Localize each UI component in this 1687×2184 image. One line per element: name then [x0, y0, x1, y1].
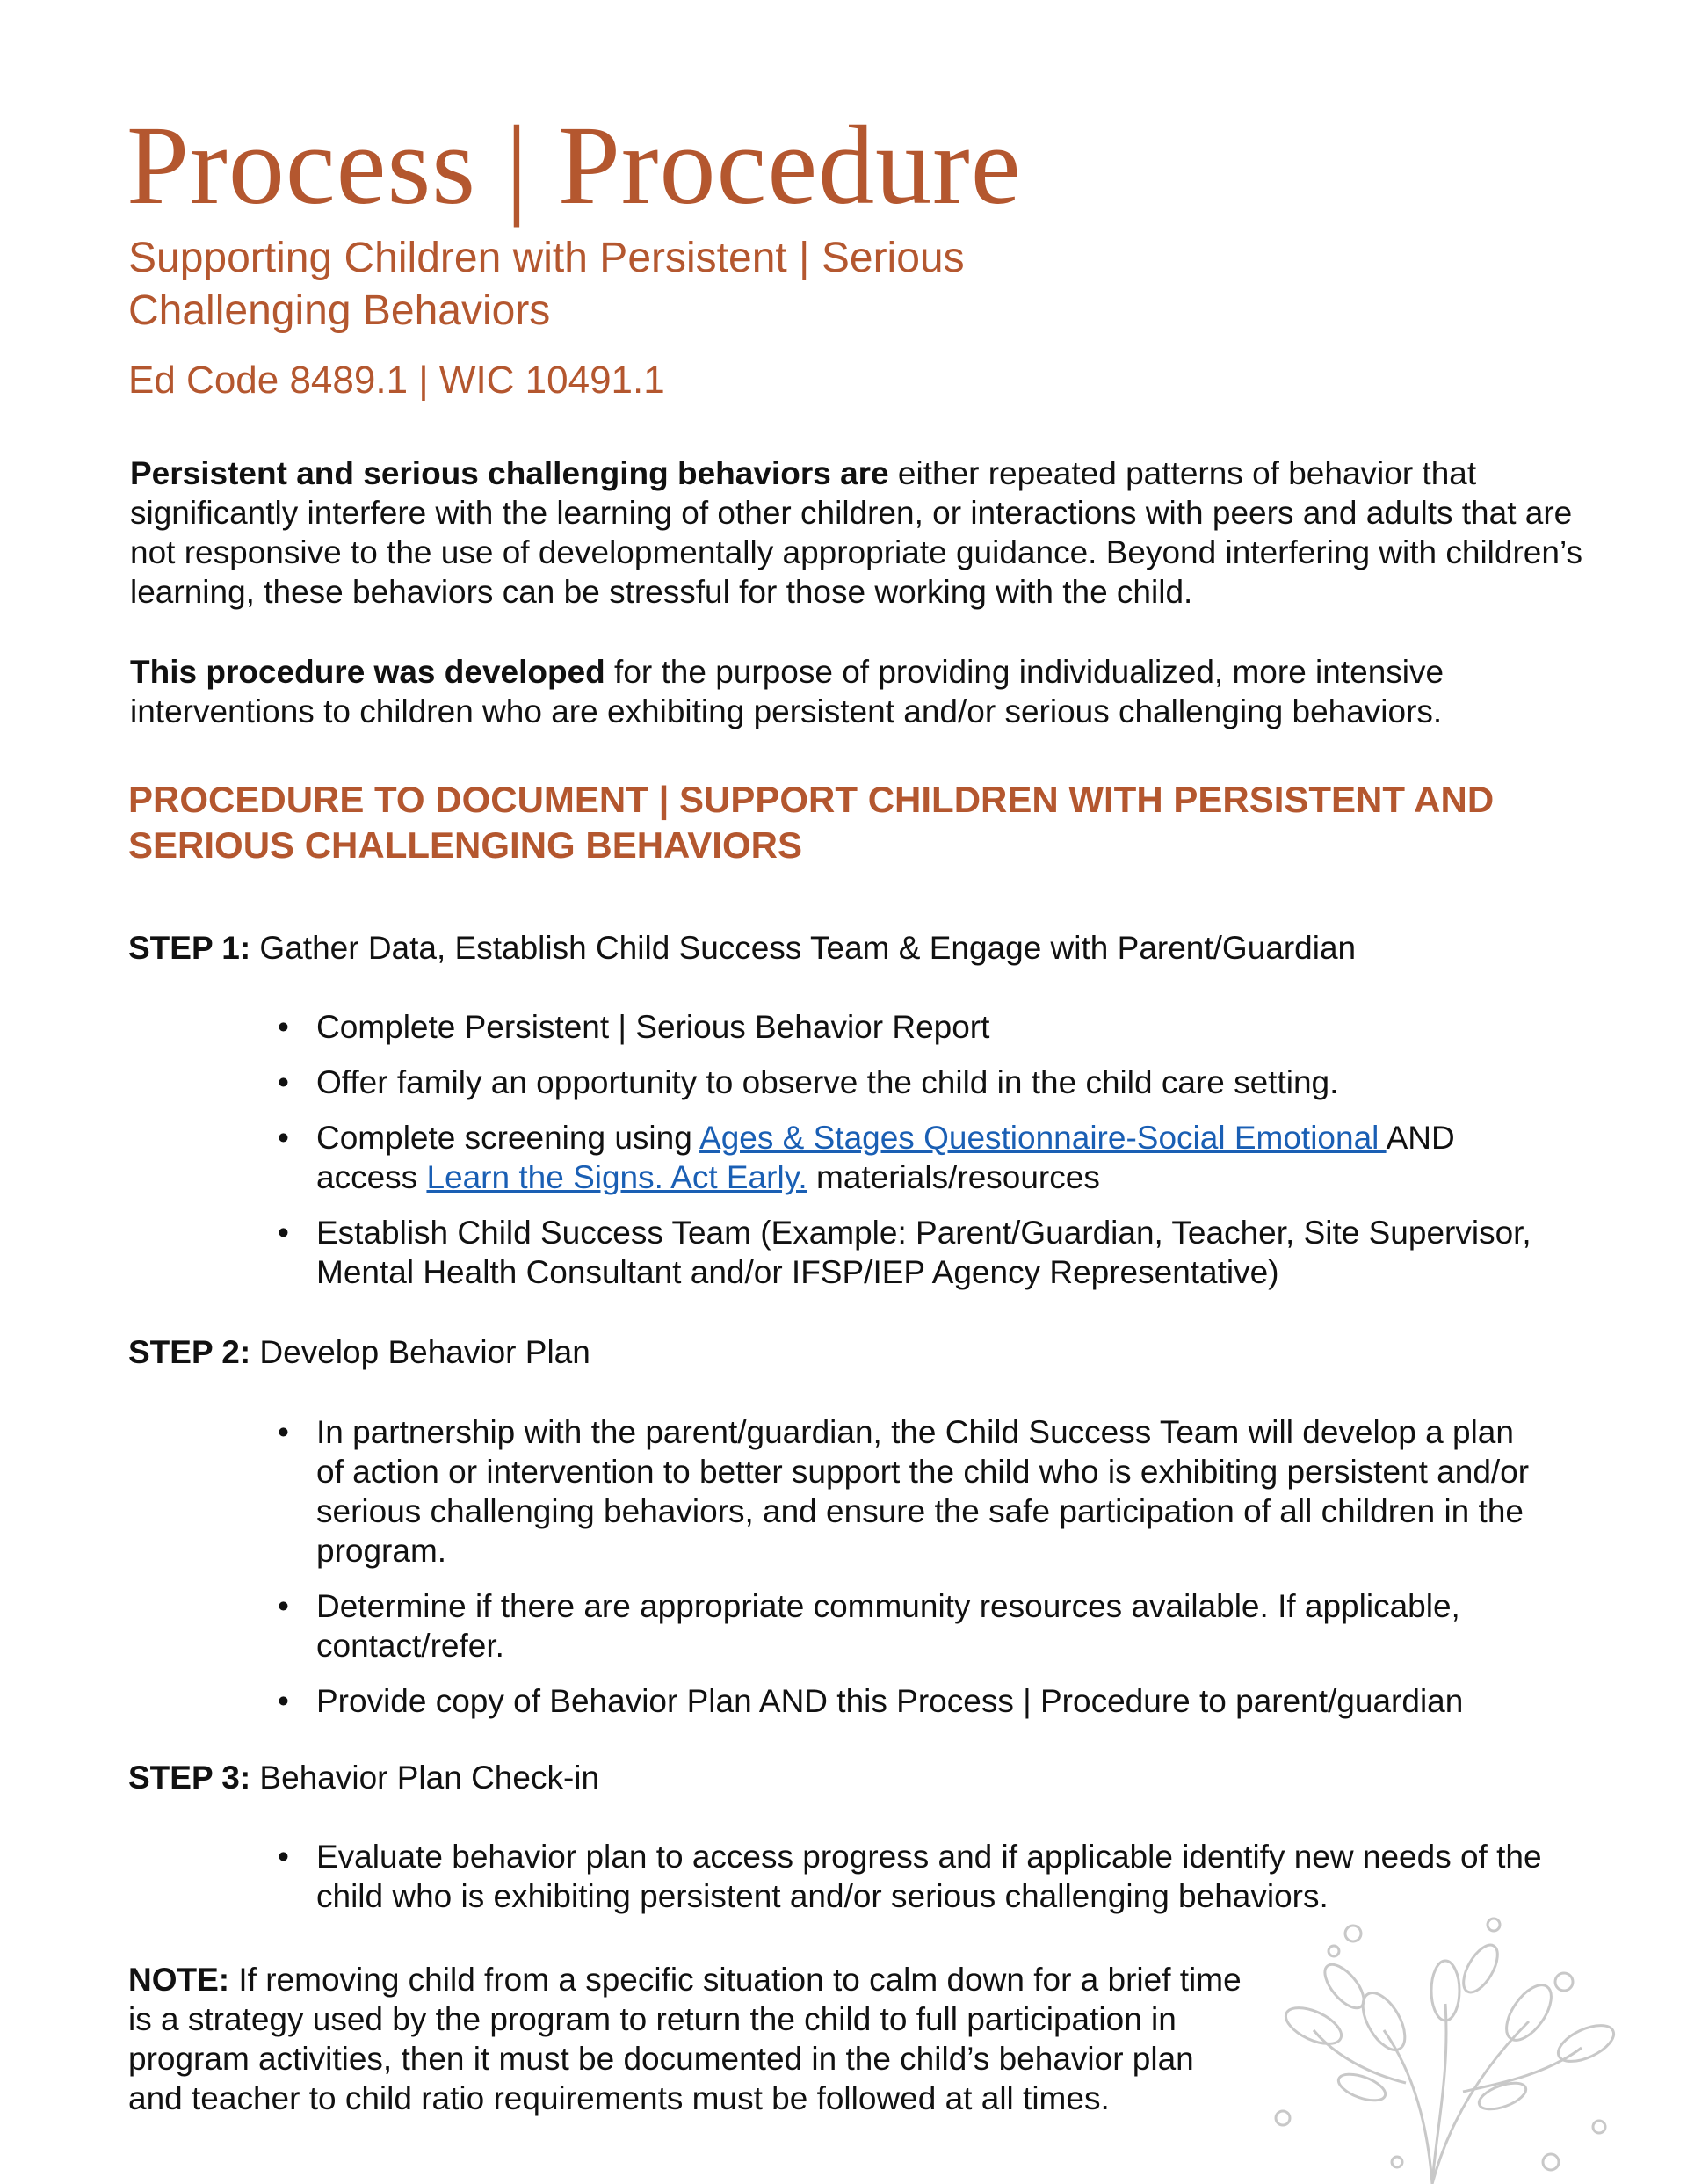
step-label: STEP 2:: [128, 1334, 251, 1370]
bullet-icon: •: [278, 1064, 289, 1100]
page-subtitle: Supporting Children with Persistent | Serious Challenging Behaviors: [128, 235, 965, 334]
list-item-text: Determine if there are appropriate community resources available. If applicable, contact/refer.: [316, 1588, 1460, 1664]
learn-the-signs-link[interactable]: Learn the Signs. Act Early.: [426, 1159, 807, 1195]
list-item: [278, 1063, 1546, 1102]
bullet-icon: •: [278, 1120, 289, 1156]
note-text: If removing child from a specific situation to calm down for a brief time is a strategy used by the program to return the child to full participation in program activities, then it must be documented in the child’s behavior plan and teacher to child ratio requirements must be followed at all times.: [128, 1962, 1242, 2116]
step-2-list: [278, 1412, 1546, 1737]
step-title: Gather Data, Establish Child Success Team & Engage with Parent/Guardian: [250, 930, 1357, 966]
list-item-text: In partnership with the parent/guardian, the Child Success Team will develop a plan of action or intervention to better support the child who is exhibiting persistent and/or serious challenging behaviors, and ensure the safe participation of all children in the program.: [316, 1414, 1530, 1569]
intro-bold-lead: Persistent and serious challenging behaviors are: [130, 455, 889, 491]
list-item: [278, 1007, 1546, 1047]
section-heading: PROCEDURE TO DOCUMENT | SUPPORT CHILDREN WITH PERSISTENT AND SERIOUS CHALLENGING BEHAVIORS: [128, 779, 1495, 866]
list-item-text: AND access: [316, 1120, 1455, 1195]
step-title: Develop Behavior Plan: [250, 1334, 590, 1370]
list-item: [278, 1681, 1546, 1721]
step-1-heading: [128, 928, 1356, 968]
step-1-list: [278, 1007, 1546, 1308]
list-item: [278, 1586, 1546, 1665]
step-label: STEP 1:: [128, 930, 251, 966]
bullet-icon: •: [278, 1839, 289, 1875]
list-item-text: materials/resources: [807, 1159, 1100, 1195]
page-title: Process | Procedure: [127, 103, 1022, 228]
purpose-text: for the purpose of providing individualized, more intensive interventions to children who are exhibiting persistent and/or serious challenging behaviors.: [130, 654, 1444, 729]
list-item-text: Establish Child Success Team (Example: Parent/Guardian, Teacher, Site Supervisor, Mental Health Consultant and/or IFSP/IEP Agency Representative): [316, 1215, 1531, 1290]
list-item-text: Complete Persistent | Serious Behavior Report: [316, 1009, 990, 1045]
step-3-heading: [128, 1758, 599, 1797]
step-label: STEP 3:: [128, 1760, 251, 1796]
note-label: NOTE:: [128, 1962, 230, 1998]
intro-text: either repeated patterns of behavior that significantly interfere with the learning of other children, or interactions with peers and adults that are not responsive to the use of developmentally appropriate guidance. Beyond interfering with children’s learning, these behaviors can be stressful for those working with the child.: [130, 455, 1583, 610]
bullet-icon: •: [278, 1588, 289, 1624]
bullet-icon: •: [278, 1414, 289, 1450]
list-item: [278, 1412, 1546, 1571]
list-item: [278, 1213, 1546, 1292]
list-item-text: Complete screening using: [316, 1120, 700, 1156]
list-item-text: Evaluate behavior plan to access progress and if applicable identify new needs of the child who is exhibiting persistent and/or serious challenging behaviors.: [316, 1839, 1542, 1914]
floral-branch-icon: [1230, 1898, 1634, 2184]
step-2-heading: [128, 1332, 590, 1372]
purpose-bold-lead: This procedure was developed: [130, 654, 605, 690]
bullet-icon: •: [278, 1009, 289, 1045]
step-title: Behavior Plan Check-in: [250, 1760, 600, 1796]
legal-code: Ed Code 8489.1 | WIC 10491.1: [128, 359, 665, 402]
list-item: [278, 1118, 1546, 1197]
intro-paragraph-purpose: [130, 652, 1589, 731]
bullet-icon: •: [278, 1215, 289, 1251]
intro-paragraph-definition: [130, 453, 1589, 612]
note-paragraph: [128, 1960, 1244, 2118]
list-item-text: Provide copy of Behavior Plan AND this Process | Procedure to parent/guardian: [316, 1683, 1464, 1719]
asq-se-link[interactable]: Ages & Stages Questionnaire-Social Emotional: [699, 1120, 1387, 1156]
list-item-text: Offer family an opportunity to observe the child in the child care setting.: [316, 1064, 1339, 1100]
bullet-icon: •: [278, 1683, 289, 1719]
